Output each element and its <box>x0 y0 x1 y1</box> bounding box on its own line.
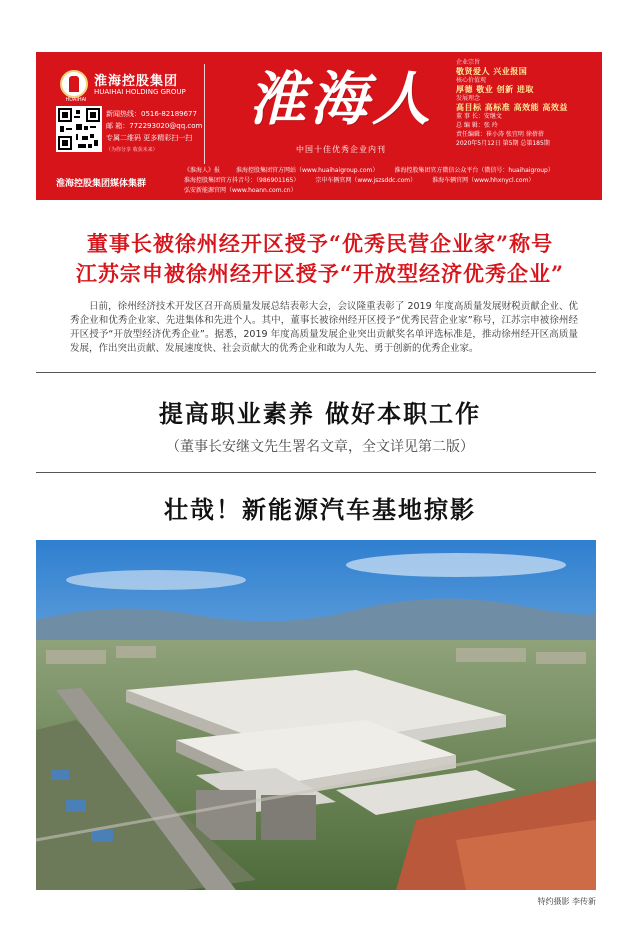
email: 邮 箱：772293020@qq.com <box>106 122 203 130</box>
link-item[interactable]: 宗申车辆官网（www.jszsddc.com） <box>315 177 417 184</box>
logo-emblem-icon <box>60 70 88 98</box>
lead-paragraph: 日前，徐州经济技术开发区召开高质量发展总结表彰大会，会议隆重表彰了 2019 年度高质量发展财税贡献企业、优秀企业和优秀企业家、先进集体和先进个人。其中，董事长被徐州经开区授予“优秀民营企业家”称号，江苏宗申被徐州经开区授予“开放型经济优秀企业”。据悉，2019 年度高质量发展企业突出贡献奖名单评选标准是，推动徐州经开区高质量发展，作出突出贡献、发展速度快、社会贡献大的优秀企业和敢为人先、勇于创新的优秀企业家。 <box>70 301 578 354</box>
director: 董 事 长：安继文 <box>456 113 502 120</box>
editors: 责任编辑：崔小涛 张宜明 徐蓓蓓 <box>456 131 544 138</box>
masthead-divider <box>204 64 205 164</box>
headline-line-2: 江苏宗申被徐州经开区授予“开放型经济优秀企业” <box>75 261 565 286</box>
media-links <box>184 166 594 196</box>
spirit-value: 敬贤爱人 兴业报国 <box>456 67 528 76</box>
qr-caption: 专属二维码 更多精彩扫一扫 <box>106 134 193 142</box>
qr-note: （为你分享 收获未来） <box>106 147 158 153</box>
link-item[interactable]: 《淮海人》报 <box>184 167 221 174</box>
media-group-label: 淮海控股集团媒体集群 <box>56 179 147 189</box>
article3-title[interactable]: 壮哉！新能源汽车基地掠影 <box>164 495 476 524</box>
contact-info <box>106 108 202 156</box>
logo-name: 淮海控股集团 <box>94 74 179 89</box>
link-item[interactable]: 淮海控股集团官方微信公众平台（微信号：huaihaigroup） <box>394 167 554 174</box>
values-label: 核心价值观 <box>456 77 487 84</box>
newspaper-title: 淮海人 <box>247 65 434 133</box>
section-divider <box>36 372 596 373</box>
headline-line-1: 董事长被徐州经开区授予“优秀民营企业家”称号 <box>86 231 554 256</box>
hotline: 新闻热线：0516-82189677 <box>106 110 197 118</box>
aerial-photo <box>36 540 596 890</box>
values-value: 厚德 敬业 创新 进取 <box>456 85 534 94</box>
link-item[interactable]: 弘安新能源官网（www.hoann.com.cn） <box>184 187 297 194</box>
concept-value: 高目标 高标准 高效能 高效益 <box>456 103 568 112</box>
link-item[interactable]: 淮海控股集团官方网站（www.huaihaigroup.com） <box>236 167 379 174</box>
issue-info: 2020年5月12日 第5期 总第185期 <box>456 140 550 147</box>
link-item[interactable]: 淮海控股集团官方抖音号：（986901165） <box>184 177 300 184</box>
logo-english: HUAIHAI HOLDING GROUP <box>94 88 186 96</box>
concept-label: 发展理念 <box>456 95 481 102</box>
newspaper-subtitle: 中国十佳优秀企业内刊 <box>296 145 386 154</box>
masthead <box>36 52 602 200</box>
link-item[interactable]: 淮海车辆官网（www.hhxnycl.com） <box>432 177 535 184</box>
photo-credit: 特约摄影 李传新 <box>537 897 596 906</box>
spirit-label: 企业宗旨 <box>456 59 481 66</box>
masthead-info <box>456 58 596 148</box>
qr-code-icon[interactable] <box>56 106 102 152</box>
section-divider <box>36 472 596 473</box>
group-logo <box>56 64 206 104</box>
logo-sub: HUAIHAI <box>65 97 87 103</box>
editor: 总 编 辑：张 玲 <box>456 122 498 129</box>
article2-title[interactable]: 提高职业素养 做好本职工作 <box>158 399 482 428</box>
article2-note: （董事长安继文先生署名文章，全文详见第二版） <box>166 439 474 455</box>
